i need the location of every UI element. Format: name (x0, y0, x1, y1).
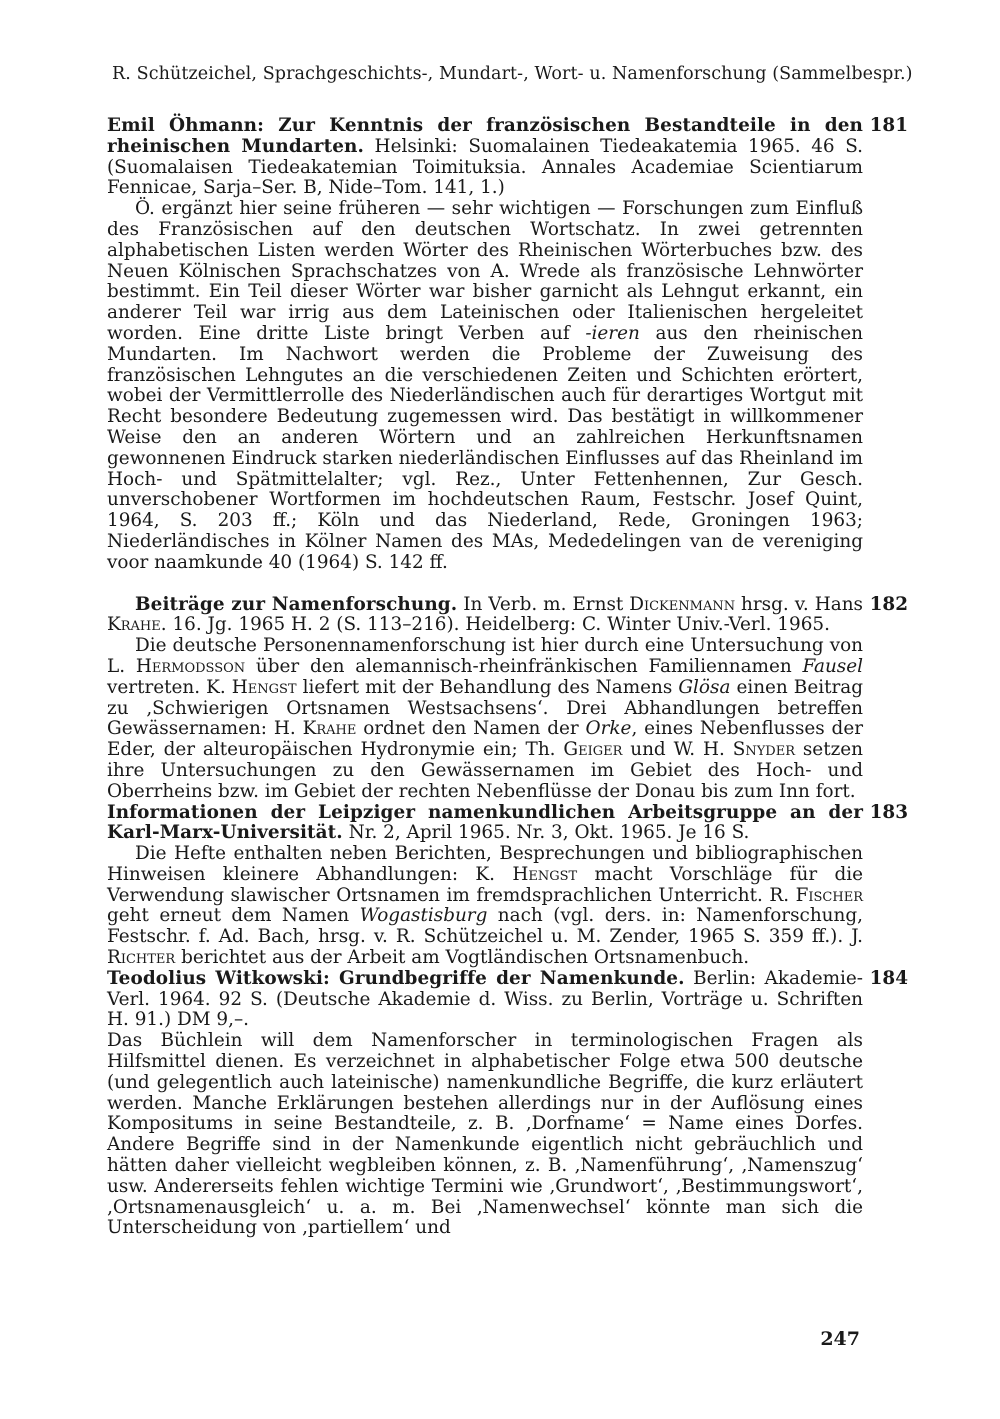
entry-citation (107, 595, 863, 637)
entry-body (107, 199, 863, 573)
entry-citation (107, 116, 863, 199)
entry-number: 182 (869, 593, 908, 615)
running-header: R. Schützeichel, Sprachgeschichts-, Mundart-, Wort- u. Namenforschung (Sammelbespr.) (112, 64, 913, 84)
review-entry-182 (107, 593, 908, 803)
body-text: macht Vorschläge für die Verwendung slawischer Ortsnamen im fremdsprachlichen Unterricht. R. (107, 863, 863, 906)
review-entry-183 (107, 801, 908, 969)
entry-title: Informationen der Leipziger namenkundlichen Arbeitsgruppe an der Karl-Marx-Universität. (107, 801, 863, 844)
citation-text: In Verb. m. Ernst (457, 593, 630, 615)
entry-number: 183 (869, 801, 908, 823)
author-name: Hengst (231, 676, 297, 698)
citation-text: . 16. Jg. 1965 H. 2 (S. 113–216). Heidelberg: C. Winter Univ.-Verl. 1965. (160, 614, 830, 636)
body-text: nach (vgl. ders. in: Namenforschung, Festschr. f. Ad. Bach, hrsg. v. R. Schützeichel u. M. Zender, 1965 S. 359 ff.). J. (107, 905, 863, 948)
author-name: Krahe (302, 718, 357, 740)
author-name: Hengst (512, 863, 578, 885)
body-text: ordnet den Namen der (356, 718, 586, 740)
citation-text: hrsg. v. Hans (735, 593, 863, 615)
author-name: Fischer (795, 884, 863, 906)
entry-body (107, 636, 863, 802)
citation-text: Berlin: Akademie-Verl. 1964. 92 S. (Deutsche Akademie d. Wiss. zu Berlin, Vorträge u. Schriften H. 91.) DM 9,–. (107, 967, 864, 1031)
body-text: vertreten. K. (107, 676, 232, 698)
review-entry-184 (107, 967, 908, 1239)
entry-number: 184 (869, 967, 908, 989)
body-text: Die deutsche Personennamenforschung ist hier durch eine Untersuchung von L. (107, 635, 863, 677)
body-text: setzen ihre Untersuchungen zu den Gewässernamen im Gebiet des Hoch- und Oberrheins bzw. im Gebiet der rechten Nebenflüsse der Donau bis zum Inn fort. (107, 739, 863, 802)
body-text: und W. H. (622, 739, 733, 761)
entry-body (107, 844, 863, 969)
body-text: einen Beitrag zu ‚Schwierigen Ortsnamen Westsachsens‘. Drei Abhandlungen betreffen Gewässernamen: H. (107, 676, 863, 740)
author-name: Krahe (107, 614, 161, 636)
emphasis-text: Glösa (678, 676, 731, 698)
body-text: Ö. ergänzt hier seine früheren — sehr wichtigen — Forschungen zum Einfluß des Französischen auf den deutschen Wortschatz. In zwei getrennten alphabetischen Listen werden Wörter des Rheinischen Wörterbuches bzw. des Neuen Kölnischen Sprachschatzes von A. Wrede als französische Lehnwörter bestimmt. Ein Teil dieser Wörter war bisher garnicht als Lehngut erkannt, ein anderer Teil war irrig aus dem Lateinischen oder Italienischen hergeleitet worden. Eine dritte Liste bringt Verben auf (107, 198, 863, 344)
entry-title: Beiträge zur Namenforschung. (135, 593, 458, 615)
entry-title: Emil Öhmann: Zur Kenntnis der französischen Bestandteile in den rheinischen Mundarten. (107, 115, 863, 157)
body-text: über den alemannisch-rheinfränkischen Familiennamen (245, 655, 803, 677)
emphasis-text: -ieren (585, 322, 640, 344)
citation-text: Nr. 2, April 1965. Nr. 3, Okt. 1965. Je 16 S. (342, 822, 750, 844)
author-name: Hermodsson (135, 655, 246, 677)
emphasis-text: Wogastisburg (359, 905, 488, 927)
entry-number: 181 (869, 115, 908, 136)
entry-body: Das Büchlein will dem Namenforscher in terminologischen Fragen als Hilfsmittel dienen. Es verzeichnet in alphabetischer Folge etwa 500 deutsche (und gelegentlich auch lateinische) namenkundliche Begriffe, die kurz erläutert werden. Manche Erklärungen bestehen allerdings nur in der Auflösung eines Kompositums in seine Bestandteile, z. B. ‚Dorfname‘ = Name eines Dorfes. Andere Begriffe sind in der Namenkunde eigentlich nicht gebräuchlich und hätten daher vielleicht wegbleiben können, z. B. ‚Namenführung‘, ‚Namenszug‘ usw. Andererseits fehlen wichtige Termini wie ‚Grundwort‘, ‚Bestimmungswort‘, ‚Ortsnamenausgleich‘ u. a. m. Bei ‚Namenwechsel‘ könnte man sich die Unterscheidung von ‚partiellem‘ und (107, 1030, 863, 1239)
author-name: Snyder (732, 739, 795, 761)
body-text: berichtet aus der Arbeit am Vogtländischen Ortsnamenbuch. (175, 947, 750, 969)
citation-text: Helsinki: Suomalainen Tiedeakatemia 1965. 46 S. (Suomalaisen Tiedeakatemian Toimituksia. Annales Academiae Scientiarum Fennicae, Sarja–Ser. B, Nide–Tom. 141, 1.) (107, 135, 864, 199)
page-number: 247 (820, 1328, 860, 1350)
emphasis-text: Fausel (802, 655, 864, 677)
author-name: Dickenmann (629, 593, 736, 615)
entry-title: Teodolius Witkowski: Grundbegriffe der Namenkunde. (107, 967, 685, 989)
entry-citation (107, 969, 863, 1031)
body-text: Die Hefte enthalten neben Berichten, Besprechungen und bibliographischen Hinweisen kleinere Abhandlungen: K. (107, 843, 863, 885)
author-name: Geiger (563, 739, 623, 761)
review-column (107, 115, 908, 1239)
body-text: geht erneut dem Namen (107, 905, 360, 927)
body-text: , eines Nebenflusses der Eder, der alteuropäischen Hydronymie ein; Th. (107, 718, 864, 761)
author-name: Richter (107, 947, 176, 969)
body-text: aus den rheinischen Mundarten. Im Nachwort werden die Probleme der Zuweisung des französischen Lehngutes an die verschiedenen Zeiten und Schichten erörtert, wobei der Vermittlerrolle des Niederländischen auch für derartiges Wortgut mit Recht besondere Bedeutung zugemessen wird. Das bestätigt in willkommener Weise den an anderen Wörtern und an zahlreichen Herkunftsnamen gewonnenen Eindruck starken niederländischen Einflusses auf das Rheinland im Hoch- und Spätmittelalter; vgl. Rez., Unter Fettenhennen, Zur Gesch. unverschobener Wortformen im hochdeutschen Raum, Festschr. Josef Quint, 1964, S. 203 ff.; Köln und das Niederland, Rede, Groningen 1963; Niederländisches in Kölner Namen des MAs, Mededelingen van de vereniging voor naamkunde 40 (1964) S. 142 ff. (107, 322, 863, 573)
emphasis-text: Orke (585, 718, 632, 740)
body-text: liefert mit der Behandlung des Namens (296, 676, 679, 698)
review-entry-181 (107, 115, 908, 574)
entry-citation (107, 803, 863, 845)
